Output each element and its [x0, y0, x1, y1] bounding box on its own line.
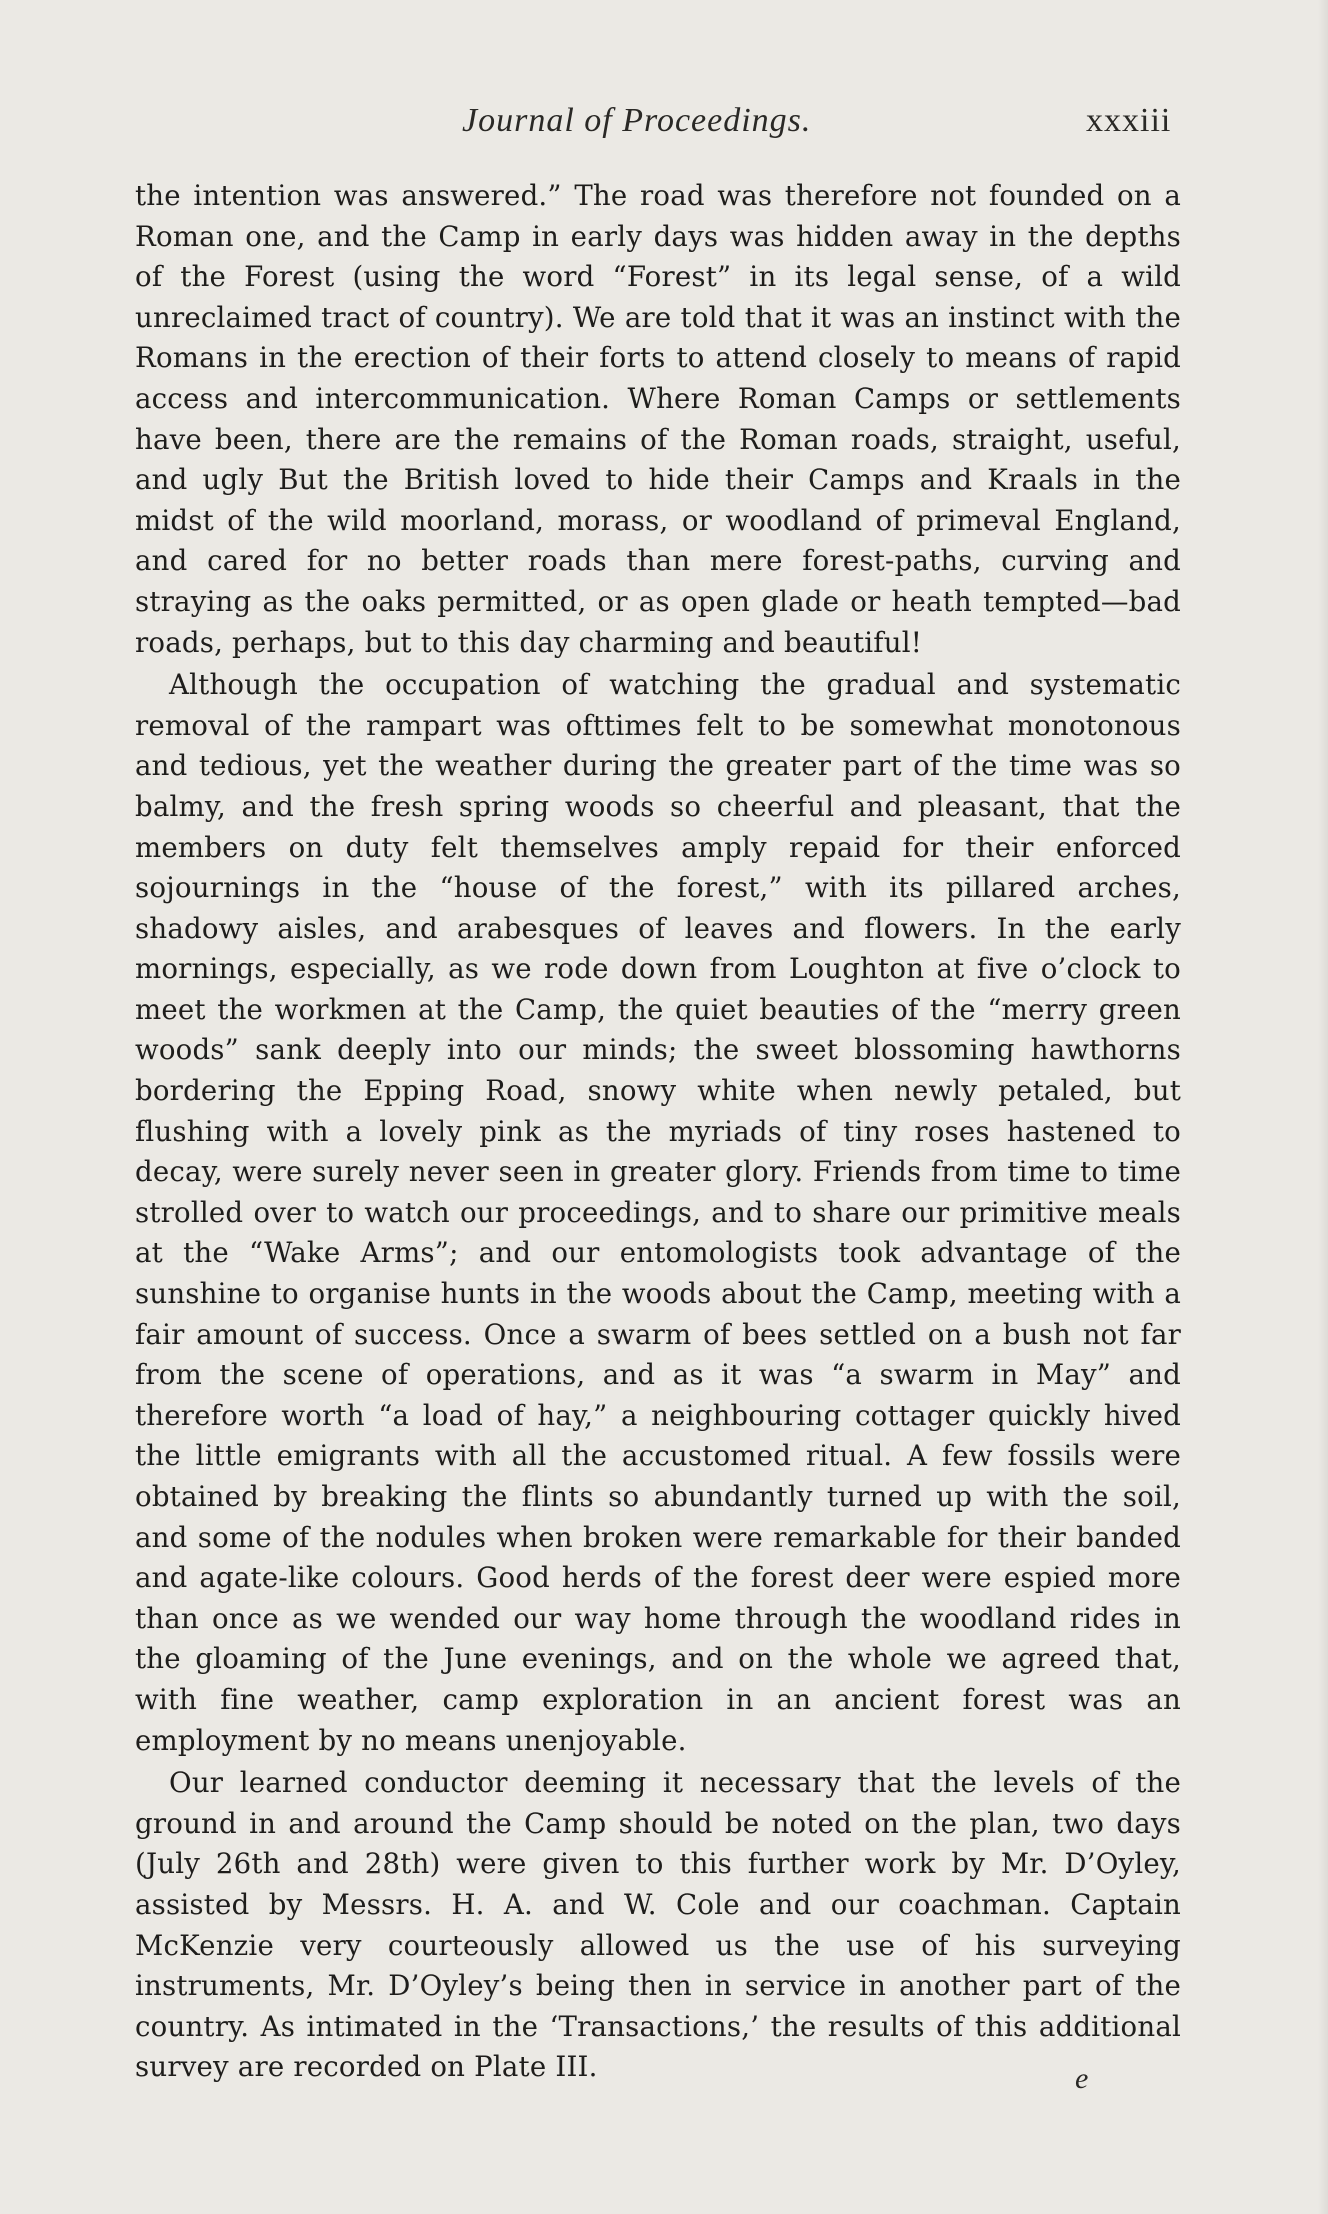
page-number: xxxiii [1086, 102, 1172, 139]
paragraph-forest-excursions: Although the occupation of watching the gradual and systematic removal of the rampart was ofttimes felt to be somewhat monotonous and tedious, yet the weather during the greater part of the time was so balmy, and the fresh spring woods so cheerful and pleasant, that the members on duty felt themselves amply repaid for their enforced sojournings in the “house of the forest,” with its pillared arches, shadowy aisles, and arabesques of leaves and flowers. In the early mornings, especially, as we rode down from Loughton at five o’clock to meet the workmen at the Camp, the quiet beauties of the “merry green woods” sank deeply into our minds; the sweet blossoming hawthorns bordering the Epping Road, snowy white when newly petaled, but flushing with a lovely pink as the myriads of tiny roses hastened to decay, were surely never seen in greater glory. Friends from time to time strolled over to watch our proceedings, and to share our primitive meals at the “Wake Arms”; and our entomologists took advantage of the sunshine to organise hunts in the woods about the Camp, meeting with a fair amount of success. Once a swarm of bees settled on a bush not far from the scene of operations, and as it was “a swarm in May” and therefore worth “a load of hay,” a neighbouring cottager quickly hived the little emigrants with all the accustomed ritual. A few fossils were obtained by breaking the flints so abundantly turned up with the soil, and some of the nodules when broken were remarkable for their banded and agate-like colours. Good herds of the forest deer were espied more than once as we wended our way home through the woodland rides in the gloaming of the June evenings, and on the whole we agreed that, with fine weather, camp exploration in an ancient forest was an employment by no means unenjoyable. [135, 668, 1181, 1757]
paragraph-levels-survey: Our learned conductor deeming it necessary that the levels of the ground in and around the Camp should be noted on the plan, two days (July 26th and 28th) were given to this further work by Mr. D’Oyley, assisted by Messrs. H. A. and W. Cole and our coachman. Captain McKenzie very courteously allowed us the use of his surveying instruments, Mr. D’Oyley’s being then in service in another part of the country. As intimated in the ‘Transactions,’ the results of this additional survey are recorded on Plate III. [135, 1766, 1181, 2084]
signature-mark: e [1075, 2062, 1089, 2095]
running-head [0, 102, 1328, 152]
page-edge-shadow [1318, 0, 1328, 2214]
body-text [135, 176, 1181, 2088]
running-title: Journal of Proceedings. [462, 102, 812, 139]
paragraph-continued: the intention was answered.” The road was therefore not founded on a Roman one, and the Camp in early days was hidden away in the depths of the Forest (using the word “Forest” in its legal sense, of a wild unreclaimed tract of country). We are told that it was an instinct with the Romans in the erection of their forts to attend closely to means of rapid access and intercommunication. Where Roman Camps or settlements have been, there are the remains of the Roman roads, straight, useful, and ugly But the British loved to hide their Camps and Kraals in the midst of the wild moorland, morass, or woodland of primeval England, and cared for no better roads than mere forest-paths, curving and straying as the oaks permitted, or as open glade or heath tempted—bad roads, perhaps, but to this day charming and beautiful! [135, 179, 1181, 659]
